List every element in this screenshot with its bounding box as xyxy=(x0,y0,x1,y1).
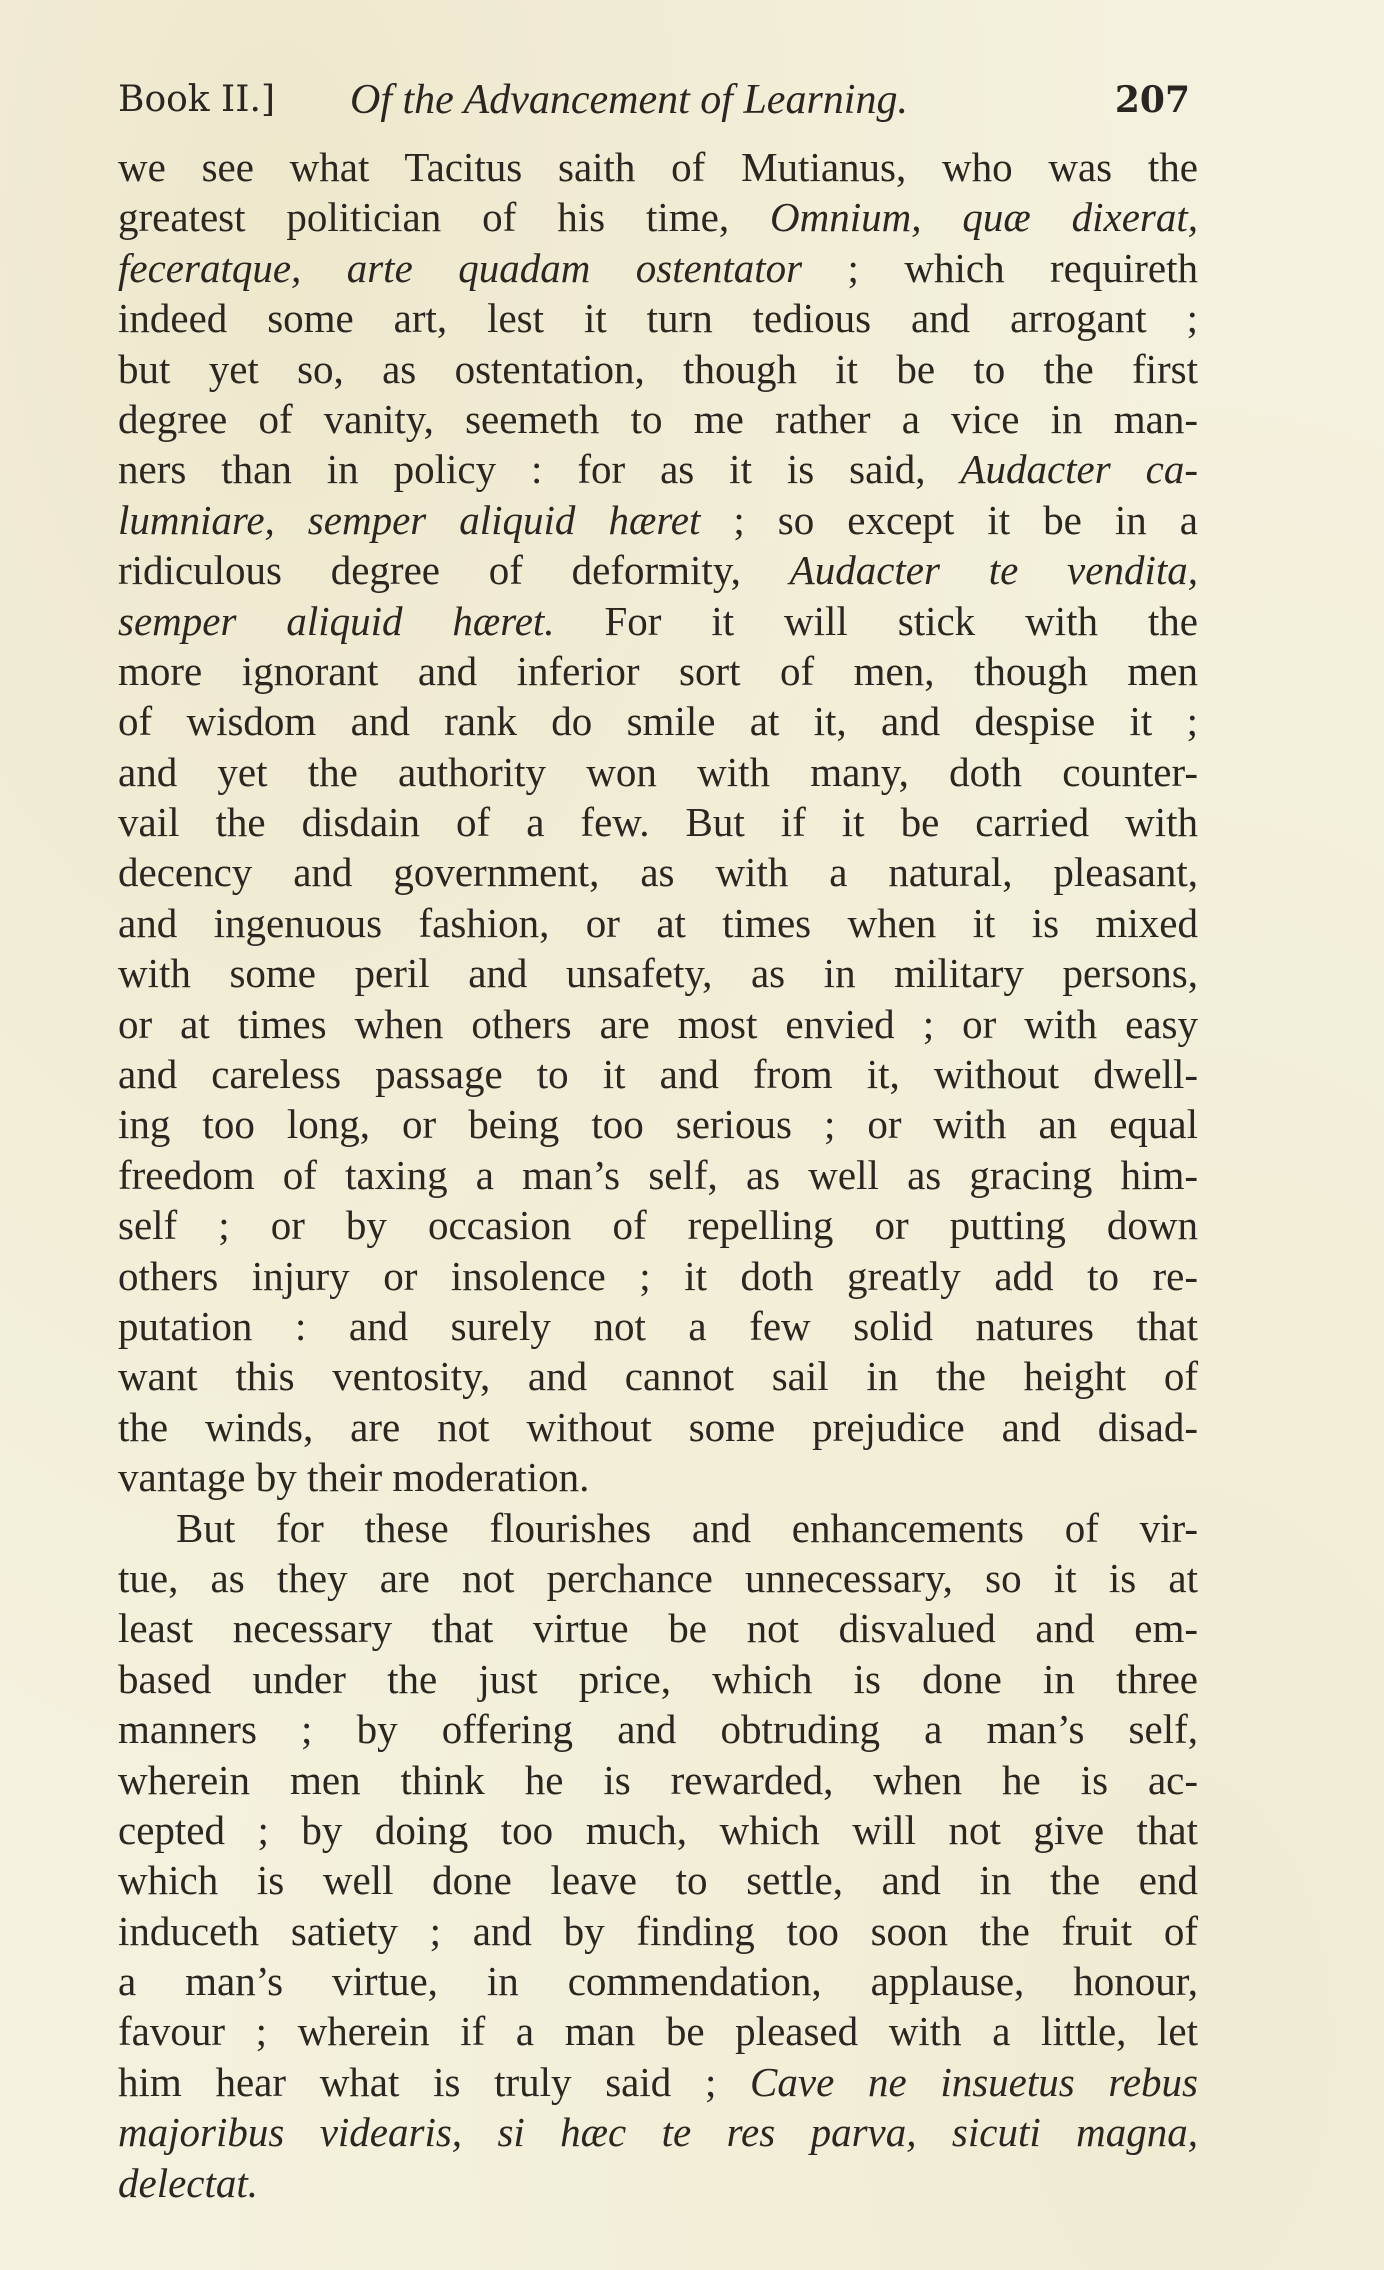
text-line xyxy=(118,948,1198,998)
text-run: which is well done leave to settle, and in the end xyxy=(118,1857,1198,1904)
text-line xyxy=(118,1654,1198,1704)
text-run: But for these flourishes and enhancements of vir- xyxy=(176,1504,1198,1551)
running-head xyxy=(118,70,1198,130)
text-run: ; so except it be in a xyxy=(700,496,1198,543)
paragraph xyxy=(118,1503,1198,2208)
text-run: and yet the authority won with many, doth counter- xyxy=(118,748,1198,795)
text-run: others injury or insolence ; it doth greatly add to re- xyxy=(118,1252,1198,1299)
text-run: ridiculous degree of deformity, xyxy=(118,547,790,594)
text-run: degree of vanity, seemeth to me rather a vice in man- xyxy=(118,395,1198,442)
text-line xyxy=(118,898,1198,948)
text-run: For it will stick with the xyxy=(554,597,1198,644)
running-title: Of the Advancement of Learning. xyxy=(350,77,908,123)
text-line xyxy=(118,2158,1198,2208)
text-line xyxy=(118,847,1198,897)
text-run: ners than in policy : for as it is said, xyxy=(118,446,961,493)
latin-quotation: feceratque, arte quadam ostentator xyxy=(118,244,803,291)
text-run: cepted ; by doing too much, which will not give that xyxy=(118,1806,1198,1853)
page-number: 207 xyxy=(1114,79,1190,121)
text-run: vantage by their moderation. xyxy=(118,1454,590,1501)
text-line xyxy=(118,999,1198,1049)
text-line xyxy=(118,1906,1198,1956)
text-line xyxy=(118,394,1198,444)
text-run: and ingenuous fashion, or at times when it is mixed xyxy=(118,899,1198,946)
text-line xyxy=(118,1553,1198,1603)
text-run: based under the just price, which is done in three xyxy=(118,1655,1198,1702)
text-line xyxy=(118,1351,1198,1401)
text-run: freedom of taxing a man’s self, as well as gracing him- xyxy=(118,1151,1198,1198)
latin-quotation: majoribus videaris, si hæc te res parva, sicuti magna, xyxy=(118,2109,1198,2156)
text-run: tue, as they are not perchance unnecessary, so it is at xyxy=(118,1554,1198,1601)
text-run: want this ventosity, and cannot sail in the height of xyxy=(118,1353,1198,1400)
text-line xyxy=(118,1956,1198,2006)
text-run: but yet so, as ostentation, though it be to the first xyxy=(118,345,1198,392)
text-line xyxy=(118,696,1198,746)
text-run: least necessary that virtue be not disvalued and em- xyxy=(118,1605,1198,1652)
text-line xyxy=(118,1503,1198,1553)
text-run: ; which requireth xyxy=(802,244,1199,291)
text-run: indeed some art, lest it turn tedious and arrogant ; xyxy=(118,295,1198,342)
text-run: vail the disdain of a few. But if it be carried with xyxy=(118,799,1198,846)
text-line xyxy=(118,545,1198,595)
text-line xyxy=(118,1200,1198,1250)
text-line xyxy=(118,2107,1198,2157)
text-line xyxy=(118,1049,1198,1099)
text-run: induceth satiety ; and by finding too soon the fruit of xyxy=(118,1907,1198,1954)
text-line xyxy=(118,2057,1198,2107)
text-line xyxy=(118,1805,1198,1855)
text-run: him hear what is truly said ; xyxy=(118,2058,751,2105)
latin-quotation: delectat. xyxy=(118,2159,259,2206)
text-run: greatest politician of his time, xyxy=(118,194,770,241)
latin-quotation: Audacter ca- xyxy=(960,446,1198,493)
text-run: of wisdom and rank do smile at it, and despise it ; xyxy=(118,698,1198,745)
text-run: we see what Tacitus saith of Mutianus, who was the xyxy=(118,144,1198,190)
paragraph xyxy=(118,142,1198,1503)
text-line xyxy=(118,142,1198,192)
text-run: self ; or by occasion of repelling or putting down xyxy=(118,1202,1198,1249)
text-line xyxy=(118,747,1198,797)
text-run: wherein men think he is rewarded, when he is ac- xyxy=(118,1756,1198,1803)
text-run: a man’s virtue, in commendation, applause, honour, xyxy=(118,1958,1198,2005)
text-run: more ignorant and inferior sort of men, though men xyxy=(118,647,1198,694)
latin-quotation: lumniare, semper aliquid hæret xyxy=(118,496,701,543)
text-line xyxy=(118,444,1198,494)
text-line xyxy=(118,646,1198,696)
text-run: and careless passage to it and from it, without dwell- xyxy=(118,1051,1198,1098)
text-line xyxy=(118,293,1198,343)
book-number: Book II.] xyxy=(118,79,275,120)
text-line xyxy=(118,243,1198,293)
text-run: decency and government, as with a natural, pleasant, xyxy=(118,849,1198,896)
text-run: manners ; by offering and obtruding a man’s self, xyxy=(118,1706,1198,1753)
text-line xyxy=(118,192,1198,242)
latin-quotation: Omnium, quæ dixerat, xyxy=(769,194,1198,241)
text-line xyxy=(118,1603,1198,1653)
text-line xyxy=(118,1755,1198,1805)
text-line xyxy=(118,1150,1198,1200)
text-line xyxy=(118,1855,1198,1905)
text-line xyxy=(118,596,1198,646)
text-line xyxy=(118,797,1198,847)
text-run: with some peril and unsafety, as in military persons, xyxy=(118,950,1198,997)
text-line xyxy=(118,1251,1198,1301)
text-line xyxy=(118,2006,1198,2056)
text-run: ing too long, or being too serious ; or with an equal xyxy=(118,1101,1198,1148)
body-text xyxy=(118,142,1198,2208)
text-line xyxy=(118,1704,1198,1754)
text-run: putation : and surely not a few solid natures that xyxy=(118,1302,1198,1349)
text-run: or at times when others are most envied ; or with easy xyxy=(118,1000,1198,1047)
text-line xyxy=(118,1402,1198,1452)
text-line xyxy=(118,344,1198,394)
latin-quotation: Audacter te vendita, xyxy=(789,547,1198,594)
text-run: the winds, are not without some prejudice and disad- xyxy=(118,1403,1198,1450)
text-run: favour ; wherein if a man be pleased with a little, let xyxy=(118,2008,1198,2055)
text-line xyxy=(118,1099,1198,1149)
latin-quotation: semper aliquid hæret. xyxy=(118,597,555,644)
text-line xyxy=(118,1452,1198,1502)
latin-quotation: Cave ne insuetus rebus xyxy=(750,2058,1198,2105)
text-line xyxy=(118,1301,1198,1351)
text-line xyxy=(118,495,1198,545)
